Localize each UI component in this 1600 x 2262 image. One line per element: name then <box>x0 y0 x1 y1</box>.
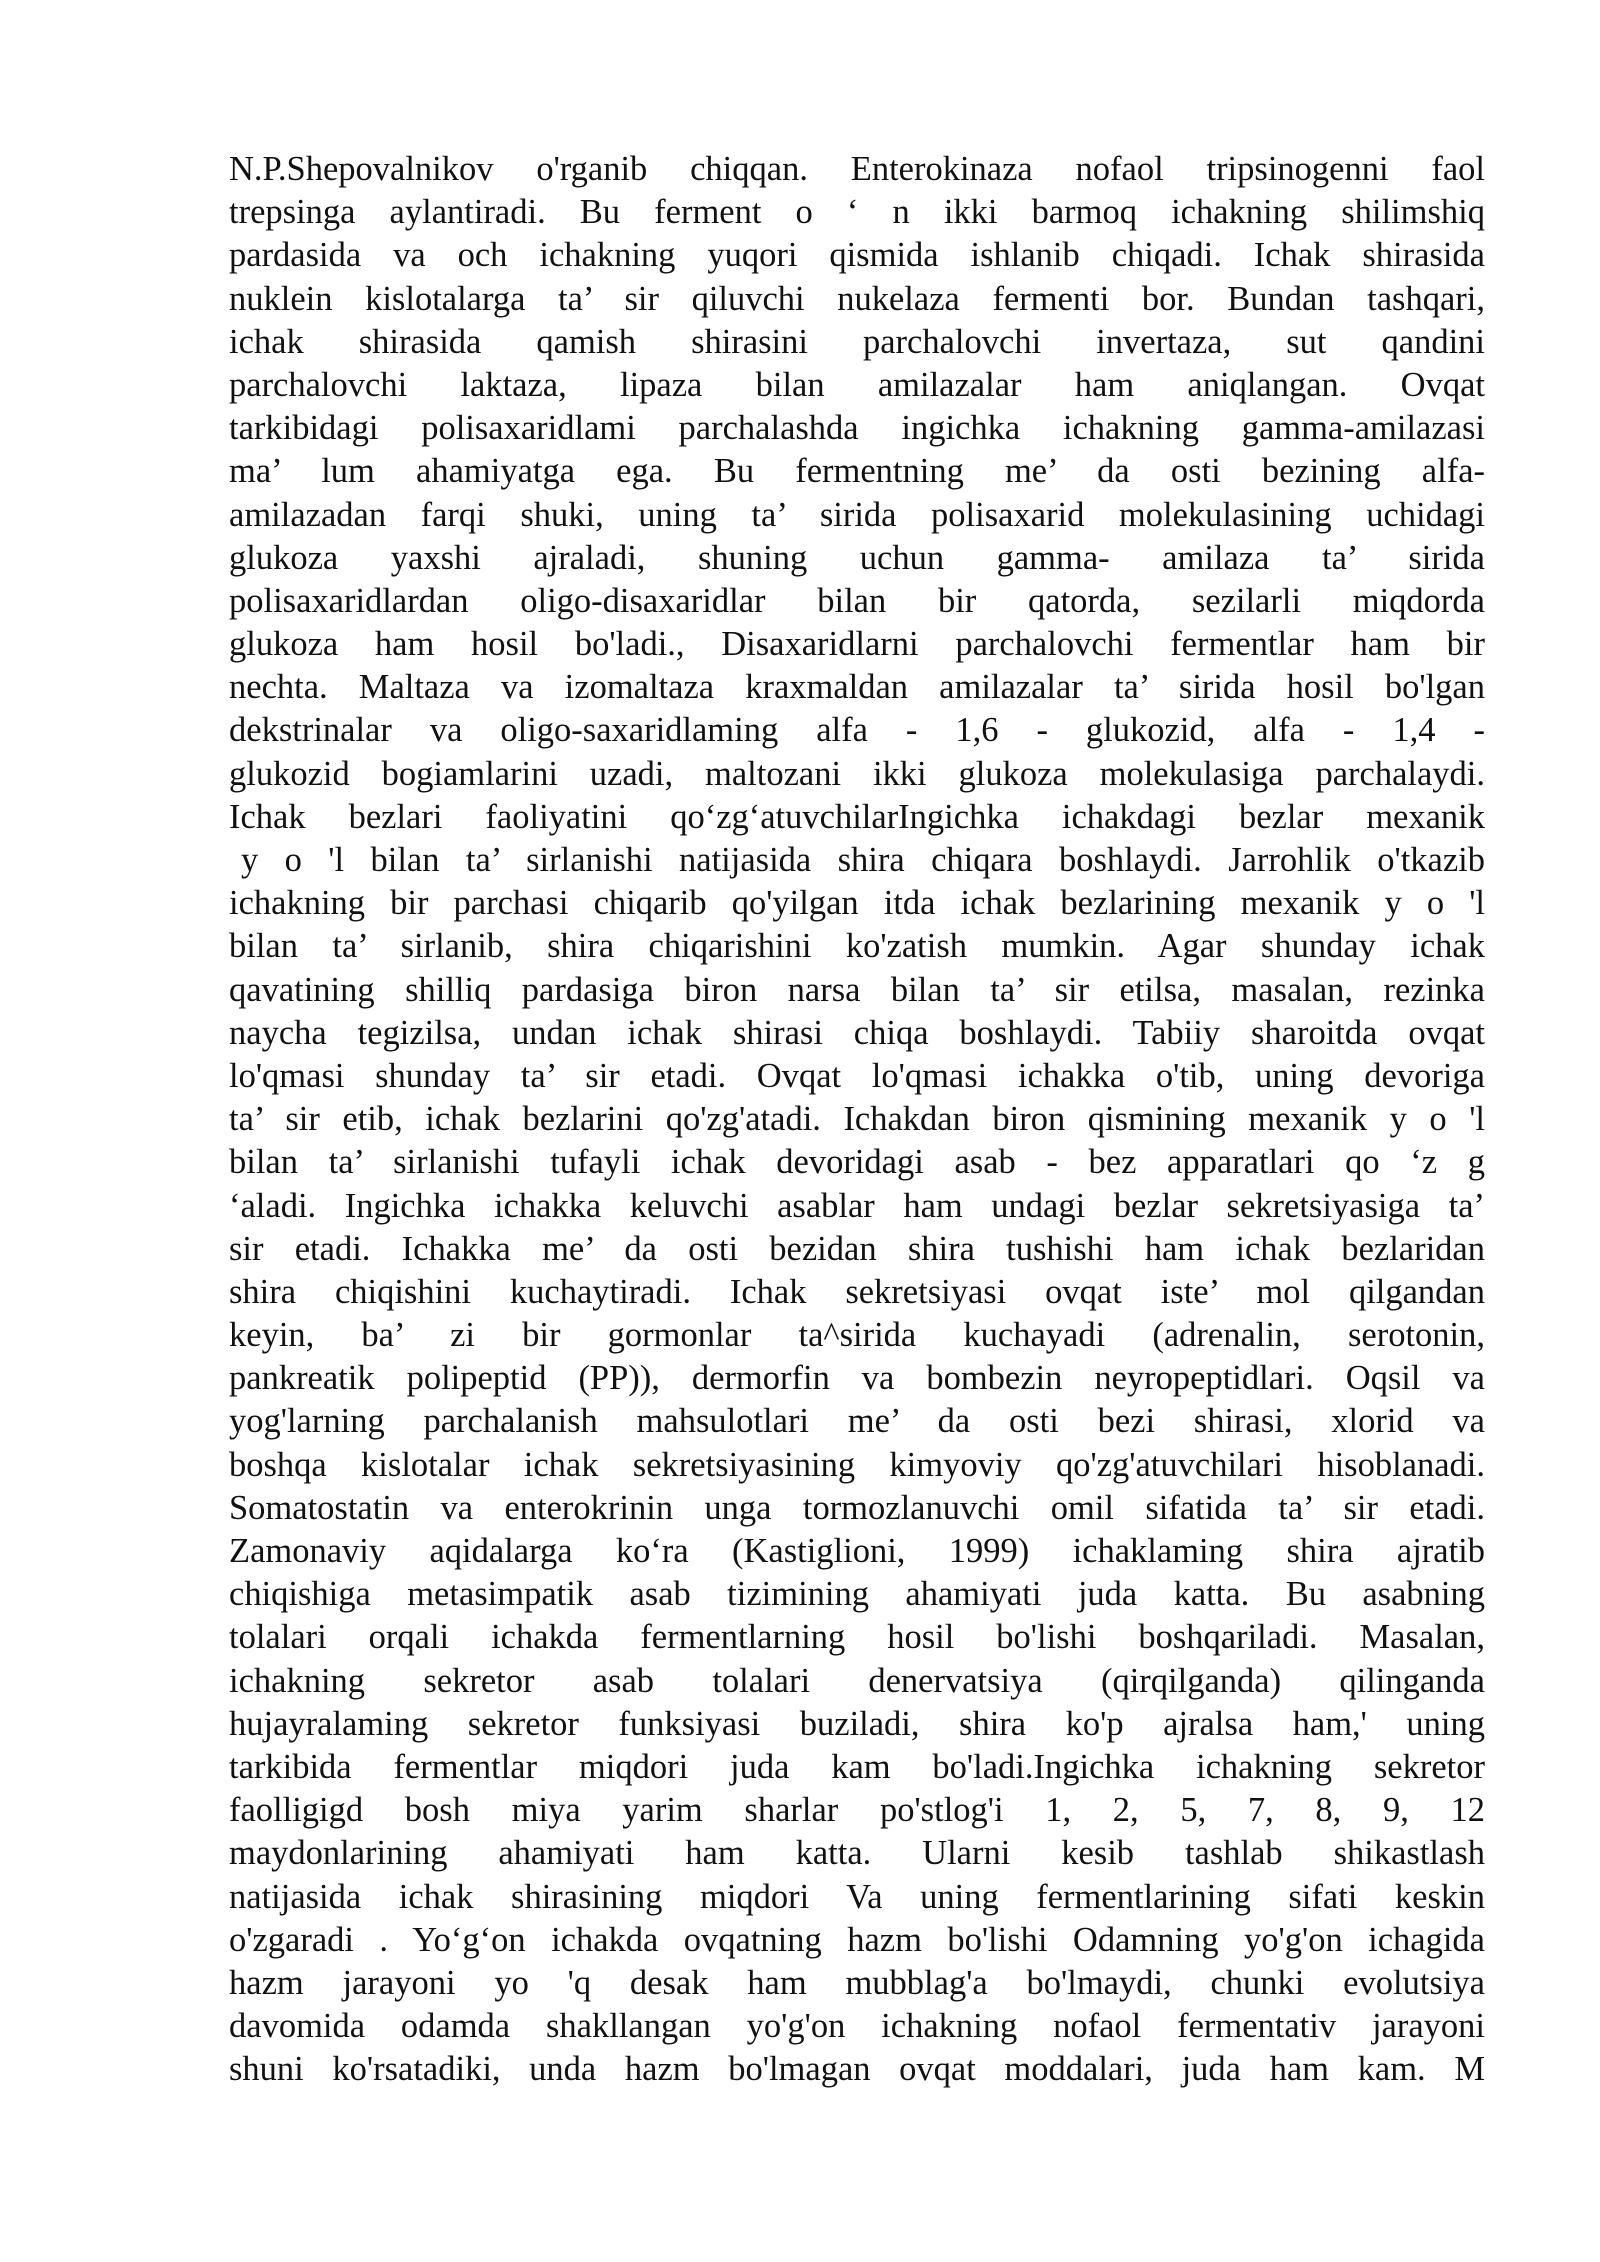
text-line: chiqishiga metasimpatik asab tizimining ahamiyati juda katta. Bu asabning <box>229 1575 1485 1614</box>
text-line: tarkibidagi polisaxaridlami parchalashda ingichka ichakning gamma-amilazasi <box>229 409 1485 448</box>
text-line: natijasida ichak shirasining miqdori Va uning fermentlarining sifati keskin <box>229 1877 1485 1916</box>
text-line: bilan ta’ sirlanishi tufayli ichak devoridagi asab - bez apparatlari qo ‘z g <box>229 1143 1485 1182</box>
text-line: boshqa kislotalar ichak sekretsiyasining kimyoviy qo'zg'atuvchilari hisoblanadi. <box>229 1445 1485 1484</box>
text-line: tarkibida fermentlar miqdori juda kam bo'ladi.Ingichka ichakning sekretor <box>229 1747 1485 1786</box>
text-line: o'zgaradi . Yo‘g‘on ichakda ovqatning hazm bo'lishi Odamning yo'g'on ichagida <box>229 1920 1485 1959</box>
text-line: faolligigd bosh miya yarim sharlar po'stlog'i 1, 2, 5, 7, 8, 9, 12 <box>229 1791 1485 1830</box>
text-line: trepsinga aylantiradi. Bu ferment o ‘ n ikki barmoq ichakning shilimshiq <box>229 193 1485 232</box>
text-line: davomida odamda shakllangan yo'g'on ichakning nofaol fermentativ jarayoni <box>229 2007 1485 2046</box>
body-text <box>229 148 1485 2091</box>
text-line: ma’ lum ahamiyatga ega. Bu fermentning me’ da osti bezining alfa- <box>229 452 1485 491</box>
text-line: pardasida va och ichakning yuqori qismida ishlanib chiqadi. Ichak shirasida <box>229 236 1485 275</box>
text-line: bilan ta’ sirlanib, shira chiqarishini ko'zatish mumkin. Agar shunday ichak <box>229 927 1485 966</box>
text-line: parchalovchi laktaza, lipaza bilan amilazalar ham aniqlangan. Ovqat <box>229 365 1485 404</box>
text-line: ichak shirasida qamish shirasini parchalovchi invertaza, sut qandini <box>229 322 1485 361</box>
text-line: nuklein kislotalarga ta’ sir qiluvchi nukelaza fermenti bor. Bundan tashqari, <box>229 279 1485 318</box>
text-line: nechta. Maltaza va izomaltaza kraxmaldan amilazalar ta’ sirida hosil bo'lgan <box>229 668 1485 707</box>
text-line: pankreatik polipeptid (PP)), dermorfin va bombezin neyropeptidlari. Oqsil va <box>229 1359 1485 1398</box>
text-line: ‘aladi. Ingichka ichakka keluvchi asablar ham undagi bezlar sekretsiyasiga ta’ <box>229 1186 1485 1225</box>
text-line: yog'larning parchalanish mahsulotlari me’ da osti bezi shirasi, xlorid va <box>229 1402 1485 1441</box>
text-line: y o 'l bilan ta’ sirlanishi natijasida shira chiqara boshlaydi. Jarrohlik o'tkazib <box>241 841 1485 879</box>
text-line: ichakning bir parchasi chiqarib qo'yilgan itda ichak bezlarining mexanik y o 'l <box>229 884 1485 923</box>
text-line: glukozid bogiamlarini uzadi, maltozani ikki glukoza molekulasiga parchalaydi. <box>229 754 1485 793</box>
text-line: hazm jarayoni yo 'q desak ham mubblag'a bo'lmaydi, chunki evolutsiya <box>229 1963 1485 2002</box>
text-line: hujayralaming sekretor funksiyasi buziladi, shira ko'p ajralsa ham,' uning <box>229 1704 1485 1743</box>
text-line: shuni ko'rsatadiki, unda hazm bo'lmagan ovqat moddalari, juda ham kam. M <box>229 2050 1485 2089</box>
text-line: sir etadi. Ichakka me’ da osti bezidan shira tushishi ham ichak bezlaridan <box>229 1229 1485 1268</box>
text-line: glukoza ham hosil bo'ladi., Disaxaridlarni parchalovchi fermentlar ham bir <box>229 625 1485 664</box>
text-line: tolalari orqali ichakda fermentlarning hosil bo'lishi boshqariladi. Masalan, <box>229 1618 1485 1657</box>
text-line: N.P.Shepovalnikov o'rganib chiqqan. Enterokinaza nofaol tripsinogenni faol <box>229 150 1485 188</box>
text-line: qavatining shilliq pardasiga biron narsa bilan ta’ sir etilsa, masalan, rezinka <box>229 970 1485 1009</box>
text-line: polisaxaridlardan oligo-disaxaridlar bilan bir qatorda, sezilarli miqdorda <box>229 581 1485 620</box>
text-line: dekstrinalar va oligo-saxaridlaming alfa - 1,6 - glukozid, alfa - 1,4 - <box>229 711 1485 750</box>
text-line: ta’ sir etib, ichak bezlarini qo'zg'atadi. Ichakdan biron qismining mexanik y o 'l <box>229 1100 1485 1139</box>
text-line: amilazadan farqi shuki, uning ta’ sirida polisaxarid molekulasining uchidagi <box>229 495 1485 534</box>
text-line: keyin, ba’ zi bir gormonlar ta^sirida kuchayadi (adrenalin, serotonin, <box>229 1316 1485 1355</box>
text-line: ichakning sekretor asab tolalari denervatsiya (qirqilganda) qilinganda <box>229 1661 1485 1700</box>
text-line: glukoza yaxshi ajraladi, shuning uchun gamma- amilaza ta’ sirida <box>229 538 1485 577</box>
text-line: lo'qmasi shunday ta’ sir etadi. Ovqat lo'qmasi ichakka o'tib, uning devoriga <box>229 1056 1485 1095</box>
text-line: Zamonaviy aqidalarga ko‘ra (Kastiglioni, 1999) ichaklaming shira ajratib <box>229 1532 1485 1570</box>
text-line: maydonlarining ahamiyati ham katta. Ularni kesib tashlab shikastlash <box>229 1834 1485 1873</box>
text-line: shira chiqishini kuchaytiradi. Ichak sekretsiyasi ovqat iste’ mol qilgandan <box>229 1272 1485 1311</box>
text-line: naycha tegizilsa, undan ichak shirasi chiqa boshlaydi. Tabiiy sharoitda ovqat <box>229 1013 1485 1052</box>
text-line: Ichak bezlari faoliyatini qo‘zg‘atuvchilarIngichka ichakdagi bezlar mexanik <box>229 797 1485 836</box>
text-line: Somatostatin va enterokrinin unga tormozlanuvchi omil sifatida ta’ sir etadi. <box>229 1488 1485 1527</box>
